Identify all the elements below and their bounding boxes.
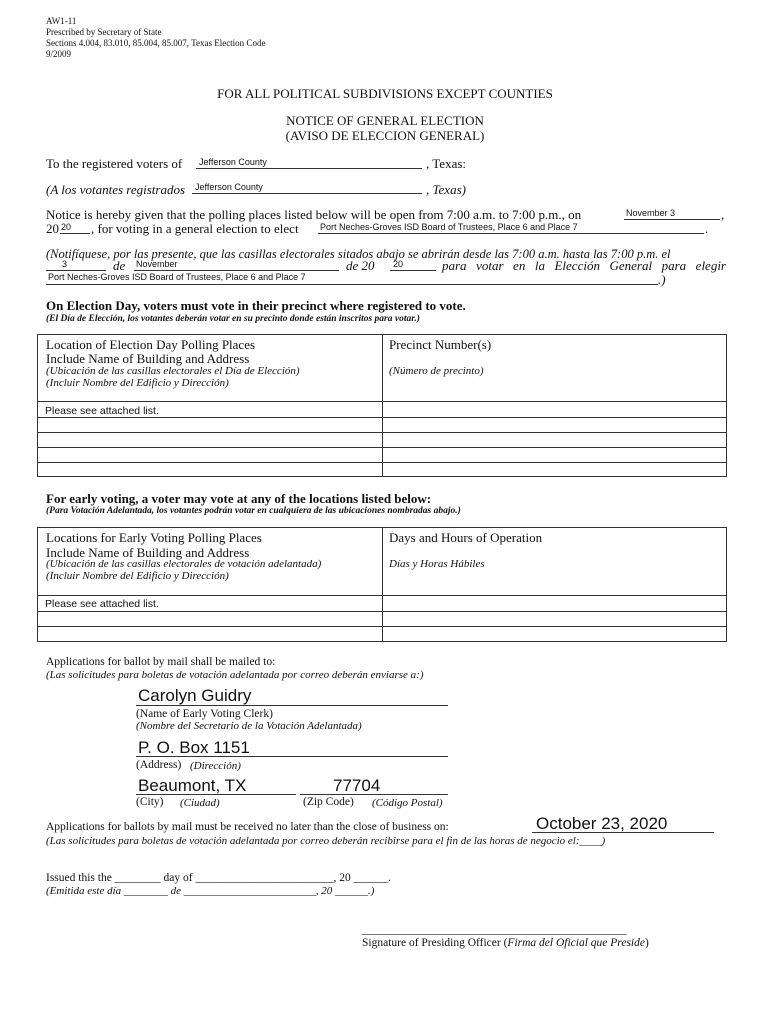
signature-line[interactable]: ______________________________________________ xyxy=(362,924,627,936)
voters-prefix: To the registered voters of xyxy=(46,156,183,171)
ev-col1-es2: (Incluir Nombre del Edificio y Dirección) xyxy=(46,570,229,582)
sections-text: Sections 4.004, 83.010, 85.004, 85.007, Texas Election Code xyxy=(46,38,266,48)
ev-col1-es1: (Ubicación de las casillas electorales de votación adelantada) xyxy=(46,558,322,570)
date-value: November 3 xyxy=(626,208,676,218)
es-month-value: November xyxy=(136,259,178,269)
ed-col2: Precinct Number(s) xyxy=(389,337,492,352)
issued-line-es: (Emitida este día ________ de ________________________, 20 ______.) xyxy=(46,885,375,897)
prescribed-by: Prescribed by Secretary of State xyxy=(46,27,162,37)
city-value: Beaumont, TX xyxy=(138,776,247,795)
elect-value: Port Neches-Groves ISD Board of Trustees, Place 6 and Place 7 xyxy=(320,222,578,232)
ed-col1-es2: (Incluir Nombre del Edificio y Dirección) xyxy=(46,377,229,389)
signature-label: Signature of Presiding Officer (Firma del Oficial que Preside) xyxy=(362,937,649,949)
clerk-label-es: (Nombre del Secretario de la Votación Adelantada) xyxy=(136,720,362,732)
voters-suffix: , Texas: xyxy=(426,156,467,171)
mail-line1: Applications for ballot by mail shall be mailed to: xyxy=(46,656,276,668)
deadline-value: October 23, 2020 xyxy=(536,814,668,833)
es-day-value: 3 xyxy=(62,259,68,269)
es-year-field[interactable] xyxy=(390,270,436,271)
voters-es-field[interactable] xyxy=(192,193,422,194)
voters-es-value: Jefferson County xyxy=(195,182,263,192)
ed-col1-line1: Location of Election Day Polling Places xyxy=(46,337,256,352)
clerk-label: (Name of Early Voting Clerk) xyxy=(136,708,273,720)
es-line2-end: para votar en la Elección General para elegir xyxy=(442,258,726,273)
subtitle: FOR ALL POLITICAL SUBDIVISIONS EXCEPT COUNTIES xyxy=(217,86,553,101)
year-prefix: 20 xyxy=(46,221,59,236)
zip-label: (Zip Code) xyxy=(303,796,354,808)
es-de: de xyxy=(113,258,126,273)
address-value: P. O. Box 1151 xyxy=(138,738,250,757)
es-close: .) xyxy=(658,272,666,287)
voters-es-suffix: , Texas) xyxy=(426,182,466,197)
ev-row1: Please see attached list. xyxy=(45,598,159,610)
address-label: (Address) xyxy=(136,759,182,771)
ev-col1-line1: Locations for Early Voting Polling Places xyxy=(46,530,262,545)
es-month-field[interactable] xyxy=(134,270,339,271)
early-voting-heading-es: (Para Votación Adelantada, los votantes podrán votar en cualquiera de las ubicaciones nombradas abajo.) xyxy=(46,506,461,516)
notice-es-line1: (Notifíquese, por las presente, que las casillas electorales sitados abajo se abrirán desde las 7:00 a.m. hasta las 7:00 p.m. el xyxy=(46,247,671,261)
voters-value: Jefferson County xyxy=(199,157,267,167)
early-voting-heading: For early voting, a voter may vote at any of the locations listed below: xyxy=(46,491,432,506)
notice-line1: Notice is hereby given that the polling places listed below will be open from 7:00 a.m. to 7:00 p.m., on xyxy=(46,207,582,222)
zip-label-es: (Código Postal) xyxy=(372,797,443,809)
city-label: (City) xyxy=(136,796,164,808)
address-label-es: (Dirección) xyxy=(190,760,241,772)
page-title-es: (AVISO DE ELECCION GENERAL) xyxy=(285,128,485,143)
es-year-value: 20 xyxy=(393,259,404,269)
ed-col1-es1: (Ubicación de las casillas electorales el Día de Elección) xyxy=(46,365,300,377)
year-value: 20 xyxy=(61,222,72,232)
form-id: AW1-11 xyxy=(46,16,77,26)
es-elect-value: Port Neches-Groves ISD Board of Trustees, Place 6 and Place 7 xyxy=(48,272,306,282)
ev-col2: Days and Hours of Operation xyxy=(389,530,543,545)
election-day-heading-es: (El Día de Elección, los votantes deberán votar en su precinto donde están inscritos para votar.) xyxy=(46,314,420,324)
date-field[interactable] xyxy=(624,219,720,220)
deadline-text: Applications for ballots by mail must be received no later than the close of business on: xyxy=(46,821,449,833)
mail-line1-es: (Las solicitudes para boletas de votación adelantada por correo deberán enviarse a:) xyxy=(46,669,424,681)
ed-col2-es: (Número de precinto) xyxy=(389,365,484,377)
notice-line2: , for voting in a general election to elect xyxy=(91,221,299,236)
voters-es-prefix: (A los votantes registrados xyxy=(46,182,186,197)
year-field[interactable] xyxy=(60,233,90,234)
es-elect-field[interactable] xyxy=(46,284,658,285)
elect-field[interactable] xyxy=(318,233,704,234)
voters-field[interactable] xyxy=(196,168,422,169)
clerk-value: Carolyn Guidry xyxy=(138,686,252,705)
ed-row1: Please see attached list. xyxy=(45,405,159,417)
zip-value: 77704 xyxy=(333,776,381,795)
ed-col1-line2: Include Name of Building and Address xyxy=(46,351,250,366)
city-label-es: (Ciudad) xyxy=(180,797,220,809)
ev-col1-line2: Include Name of Building and Address xyxy=(46,545,250,560)
es-day-field[interactable] xyxy=(46,270,106,271)
form-date: 9/2009 xyxy=(46,49,72,59)
election-day-heading: On Election Day, voters must vote in their precinct where registered to vote. xyxy=(46,298,466,313)
page-title: NOTICE OF GENERAL ELECTION xyxy=(286,113,484,128)
deadline-es: (Las solicitudes para boletas de votación adelantada por correo deberán recibirse para el fin de las horas de negocio el:____) xyxy=(46,835,606,847)
issued-line: Issued this the ________ day of ________________________, 20 ______. xyxy=(46,872,391,884)
es-de20: de 20 xyxy=(346,258,375,273)
ev-col2-es: Días y Horas Hábiles xyxy=(389,558,485,570)
